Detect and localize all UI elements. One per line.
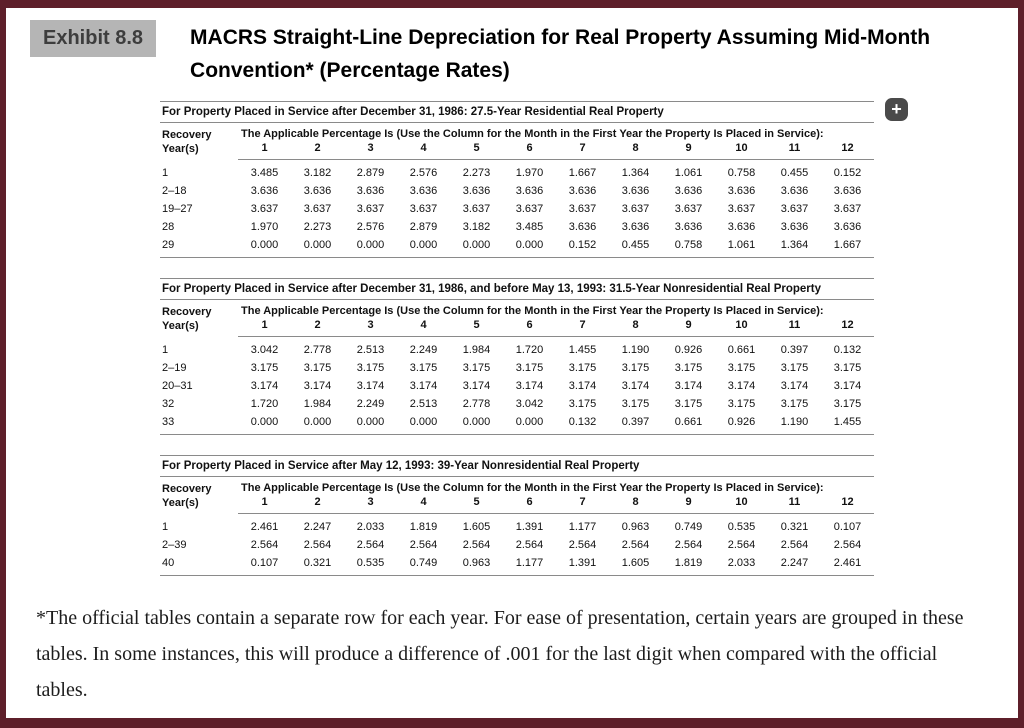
percentage-cell: 3.182 (303, 167, 332, 180)
percentage-cell: 3.636 (621, 221, 650, 234)
percentage-cell: 3.637 (621, 203, 650, 216)
percentage-cell: 3.636 (568, 221, 597, 234)
percentage-cell: 3.174 (674, 380, 703, 393)
percentage-cell: 3.174 (780, 380, 809, 393)
percentage-cell: 3.175 (674, 362, 703, 375)
percentage-cell: 2.273 (303, 221, 332, 234)
percentage-cell: 3.175 (409, 362, 438, 375)
percentage-cell: 3.174 (568, 380, 597, 393)
percentage-cell: 1.177 (503, 554, 556, 576)
percentage-cell: 0.535 (727, 521, 756, 534)
percentage-cell: 3.182 (462, 221, 491, 234)
percentage-cell: 2.564 (780, 539, 809, 552)
month-column-header: 12 (821, 494, 874, 514)
percentage-cell: 3.175 (515, 362, 544, 375)
percentage-cell: 0.926 (674, 344, 703, 357)
percentage-cell: 2.249 (409, 344, 438, 357)
month-column-header: 4 (397, 140, 450, 160)
recovery-year-cell: 20–31 (162, 380, 193, 393)
table-grid (160, 477, 874, 576)
percentage-cell: 2.576 (356, 221, 385, 234)
percentage-cell: 2.879 (356, 167, 385, 180)
percentage-cell: 3.636 (409, 185, 438, 198)
applicable-percentage-header: The Applicable Percentage Is (Use the Column for the Month in the First Year the Property Is Placed in Service): (241, 305, 824, 318)
percentage-cell: 3.637 (303, 203, 332, 216)
percentage-cell: 0.758 (727, 167, 756, 180)
percentage-cell: 0.758 (662, 236, 715, 258)
month-column-header: 9 (662, 317, 715, 337)
percentage-cell: 1.455 (821, 413, 874, 435)
recovery-year-cell: 1 (162, 343, 169, 356)
recovery-year-cell: 1 (162, 520, 169, 533)
percentage-cell: 3.636 (515, 185, 544, 198)
percentage-cell: 0.000 (450, 236, 503, 258)
percentage-cell: 0.132 (556, 413, 609, 435)
percentage-cell: 0.000 (397, 236, 450, 258)
percentage-cell: 3.175 (780, 398, 809, 411)
percentage-cell: 2.461 (821, 554, 874, 576)
percentage-cell: 1.819 (662, 554, 715, 576)
table-grid (160, 123, 874, 258)
percentage-cell: 0.107 (238, 554, 291, 576)
page-frame (6, 8, 1018, 718)
month-column-header: 5 (450, 494, 503, 514)
table-row (160, 160, 874, 183)
percentage-cell: 3.636 (833, 185, 862, 198)
percentage-cell: 3.637 (674, 203, 703, 216)
percentage-cell: 3.636 (780, 185, 809, 198)
month-column-header: 3 (344, 140, 397, 160)
percentage-cell: 3.637 (250, 203, 279, 216)
percentage-cell: 1.364 (768, 236, 821, 258)
percentage-cell: 0.000 (291, 413, 344, 435)
percentage-cell: 2.778 (462, 398, 491, 411)
percentage-cell: 0.000 (397, 413, 450, 435)
percentage-cell: 3.174 (303, 380, 332, 393)
month-column-header: 1 (238, 140, 291, 160)
percentage-cell: 1.970 (250, 221, 279, 234)
percentage-cell: 1.391 (515, 521, 544, 534)
percentage-cell: 2.564 (462, 539, 491, 552)
percentage-cell: 0.455 (609, 236, 662, 258)
percentage-cell: 0.749 (397, 554, 450, 576)
percentage-cell: 1.391 (556, 554, 609, 576)
percentage-cell: 0.535 (344, 554, 397, 576)
exhibit-label: Exhibit 8.8 (30, 20, 156, 57)
percentage-cell: 3.637 (409, 203, 438, 216)
percentage-cell: 1.605 (462, 521, 491, 534)
percentage-cell: 3.174 (621, 380, 650, 393)
percentage-cell: 0.397 (780, 344, 809, 357)
percentage-cell: 0.000 (450, 413, 503, 435)
table-row (160, 236, 874, 258)
percentage-cell: 1.667 (821, 236, 874, 258)
percentage-cell: 3.636 (356, 185, 385, 198)
percentage-cell: 3.175 (727, 362, 756, 375)
month-column-header: 8 (609, 317, 662, 337)
percentage-cell: 2.247 (768, 554, 821, 576)
percentage-cell: 3.637 (727, 203, 756, 216)
percentage-cell: 3.636 (780, 221, 809, 234)
percentage-cell: 1.720 (250, 398, 279, 411)
recovery-year-cell: 2–19 (162, 362, 187, 375)
percentage-cell: 3.174 (409, 380, 438, 393)
percentage-cell: 1.177 (568, 521, 597, 534)
month-column-header: 6 (503, 317, 556, 337)
percentage-cell: 0.397 (609, 413, 662, 435)
month-column-header: 5 (450, 317, 503, 337)
percentage-cell: 0.926 (715, 413, 768, 435)
percentage-cell: 3.175 (674, 398, 703, 411)
percentage-cell: 0.107 (833, 521, 862, 534)
month-column-header: 6 (503, 494, 556, 514)
percentage-cell: 3.175 (250, 362, 279, 375)
month-column-header: 12 (821, 317, 874, 337)
percentage-cell: 3.636 (621, 185, 650, 198)
percentage-cell: 1.061 (715, 236, 768, 258)
percentage-cell: 0.455 (780, 167, 809, 180)
percentage-cell: 3.637 (462, 203, 491, 216)
percentage-cell: 2.564 (303, 539, 332, 552)
percentage-cell: 0.321 (780, 521, 809, 534)
recovery-year-cell: 28 (162, 221, 175, 234)
percentage-cell: 3.637 (515, 203, 544, 216)
month-column-header: 1 (238, 317, 291, 337)
percentage-cell: 1.190 (768, 413, 821, 435)
percentage-cell: 0.963 (621, 521, 650, 534)
percentage-cell: 2.513 (356, 344, 385, 357)
percentage-cell: 3.174 (462, 380, 491, 393)
percentage-cell: 2.247 (303, 521, 332, 534)
month-column-header: 8 (609, 494, 662, 514)
table-row (160, 377, 874, 395)
table-row (160, 413, 874, 435)
month-column-header: 7 (556, 317, 609, 337)
table-caption: For Property Placed in Service after December 31, 1986: 27.5-Year Residential Real Property (160, 101, 874, 123)
percentage-cell: 2.033 (356, 521, 385, 534)
percentage-cell: 3.636 (462, 185, 491, 198)
percentage-cell: 2.778 (303, 344, 332, 357)
percentage-cell: 0.000 (238, 236, 291, 258)
month-column-header: 11 (768, 140, 821, 160)
recovery-year-cell: 32 (162, 398, 175, 411)
month-column-header: 12 (821, 140, 874, 160)
percentage-cell: 3.175 (568, 362, 597, 375)
percentage-cell: 3.175 (621, 362, 650, 375)
exhibit-header (6, 8, 1018, 87)
table-row (160, 182, 874, 200)
percentage-cell: 2.564 (833, 539, 862, 552)
month-column-header: 9 (662, 140, 715, 160)
percentage-cell: 3.175 (356, 362, 385, 375)
percentage-cell: 2.564 (674, 539, 703, 552)
page-title: MACRS Straight-Line Depreciation for Real Property Assuming Mid-Month Convention* (Percentage Rates) (190, 26, 931, 82)
percentage-cell: 1.605 (609, 554, 662, 576)
percentage-cell: 0.000 (503, 413, 556, 435)
month-column-header: 4 (397, 494, 450, 514)
month-column-header: 1 (238, 494, 291, 514)
recovery-year-cell: 29 (160, 236, 238, 258)
tables-container (160, 101, 874, 576)
percentage-cell: 3.485 (515, 221, 544, 234)
recovery-years-header: Recovery Year(s) (162, 483, 212, 510)
percentage-cell: 3.175 (833, 362, 862, 375)
recovery-year-cell: 2–18 (162, 185, 187, 198)
percentage-cell: 2.564 (356, 539, 385, 552)
table-grid (160, 300, 874, 435)
percentage-cell: 2.273 (462, 167, 491, 180)
percentage-cell: 3.485 (250, 167, 279, 180)
percentage-cell: 3.636 (568, 185, 597, 198)
percentage-cell: 3.174 (727, 380, 756, 393)
percentage-cell: 1.455 (568, 344, 597, 357)
month-column-header: 11 (768, 317, 821, 337)
percentage-cell: 2.249 (356, 398, 385, 411)
recovery-years-header: Recovery Year(s) (162, 306, 212, 333)
percentage-cell: 0.749 (674, 521, 703, 534)
month-column-header: 9 (662, 494, 715, 514)
percentage-cell: 2.564 (409, 539, 438, 552)
tables-area (160, 99, 902, 576)
percentage-cell: 3.636 (727, 221, 756, 234)
percentage-cell: 2.033 (715, 554, 768, 576)
percentage-cell: 3.174 (356, 380, 385, 393)
percentage-cell: 3.042 (250, 344, 279, 357)
percentage-cell: 2.461 (250, 521, 279, 534)
percentage-cell: 3.042 (515, 398, 544, 411)
depreciation-table (160, 278, 874, 435)
month-column-header: 4 (397, 317, 450, 337)
percentage-cell: 0.132 (833, 344, 862, 357)
percentage-cell: 3.174 (833, 380, 862, 393)
month-column-header: 7 (556, 494, 609, 514)
percentage-cell: 1.970 (515, 167, 544, 180)
recovery-year-cell: 1 (162, 166, 169, 179)
percentage-cell: 3.636 (833, 221, 862, 234)
percentage-cell: 1.720 (515, 344, 544, 357)
month-column-header: 10 (715, 494, 768, 514)
percentage-cell: 2.576 (409, 167, 438, 180)
percentage-cell: 2.879 (409, 221, 438, 234)
table-row (160, 536, 874, 554)
percentage-cell: 0.152 (833, 167, 862, 180)
percentage-cell: 3.175 (462, 362, 491, 375)
recovery-year-cell: 40 (160, 554, 238, 576)
month-column-header: 3 (344, 494, 397, 514)
percentage-cell: 3.636 (674, 185, 703, 198)
percentage-cell: 1.190 (621, 344, 650, 357)
percentage-cell: 1.819 (409, 521, 438, 534)
percentage-cell: 1.667 (568, 167, 597, 180)
percentage-cell: 0.000 (291, 236, 344, 258)
percentage-cell: 3.174 (250, 380, 279, 393)
percentage-cell: 2.564 (250, 539, 279, 552)
month-column-header: 5 (450, 140, 503, 160)
percentage-cell: 3.175 (568, 398, 597, 411)
month-column-header: 8 (609, 140, 662, 160)
applicable-percentage-header: The Applicable Percentage Is (Use the Column for the Month in the First Year the Property Is Placed in Service): (241, 482, 824, 495)
applicable-percentage-header: The Applicable Percentage Is (Use the Column for the Month in the First Year the Property Is Placed in Service): (241, 128, 824, 141)
percentage-cell: 3.175 (833, 398, 862, 411)
table-row (160, 395, 874, 413)
table-row (160, 200, 874, 218)
percentage-cell: 0.963 (450, 554, 503, 576)
month-column-header: 11 (768, 494, 821, 514)
percentage-cell: 3.637 (356, 203, 385, 216)
percentage-cell: 0.000 (344, 413, 397, 435)
month-column-header: 6 (503, 140, 556, 160)
depreciation-table (160, 101, 874, 258)
percentage-cell: 2.564 (568, 539, 597, 552)
percentage-cell: 0.661 (727, 344, 756, 357)
percentage-cell: 2.564 (621, 539, 650, 552)
percentage-cell: 0.000 (344, 236, 397, 258)
percentage-cell: 3.175 (303, 362, 332, 375)
expand-button[interactable]: + (885, 98, 908, 121)
month-column-header: 10 (715, 317, 768, 337)
recovery-year-cell: 33 (160, 413, 238, 435)
percentage-cell: 3.637 (568, 203, 597, 216)
percentage-cell: 1.364 (621, 167, 650, 180)
percentage-cell: 0.000 (238, 413, 291, 435)
month-column-header: 7 (556, 140, 609, 160)
percentage-cell: 0.152 (556, 236, 609, 258)
table-caption: For Property Placed in Service after May 12, 1993: 39-Year Nonresidential Real Property (160, 455, 874, 477)
recovery-years-header: Recovery Year(s) (162, 129, 212, 156)
percentage-cell: 3.636 (727, 185, 756, 198)
month-column-header: 3 (344, 317, 397, 337)
percentage-cell: 2.564 (727, 539, 756, 552)
percentage-cell: 3.637 (780, 203, 809, 216)
recovery-year-cell: 2–39 (162, 539, 187, 552)
month-column-header: 2 (291, 140, 344, 160)
percentage-cell: 3.637 (833, 203, 862, 216)
percentage-cell: 3.636 (250, 185, 279, 198)
percentage-cell: 3.636 (674, 221, 703, 234)
percentage-cell: 0.661 (662, 413, 715, 435)
percentage-cell: 2.513 (409, 398, 438, 411)
table-row (160, 337, 874, 360)
table-row (160, 218, 874, 236)
percentage-cell: 3.175 (780, 362, 809, 375)
table-row (160, 554, 874, 576)
percentage-cell: 3.175 (727, 398, 756, 411)
percentage-cell: 0.000 (503, 236, 556, 258)
table-row (160, 359, 874, 377)
percentage-cell: 2.564 (515, 539, 544, 552)
percentage-cell: 0.321 (291, 554, 344, 576)
footnote: *The official tables contain a separate row for each year. For ease of presentation, certain years are grouped in these tables. In some instances, this will produce a difference of .001 for the last digit when compared with the official tables. (36, 607, 964, 702)
percentage-cell: 1.061 (674, 167, 703, 180)
month-column-header: 10 (715, 140, 768, 160)
month-column-header: 2 (291, 317, 344, 337)
percentage-cell: 1.984 (303, 398, 332, 411)
percentage-cell: 3.175 (621, 398, 650, 411)
table-row (160, 514, 874, 537)
percentage-cell: 3.174 (515, 380, 544, 393)
depreciation-table (160, 455, 874, 576)
table-caption: For Property Placed in Service after December 31, 1986, and before May 13, 1993: 31.5-Year Nonresidential Real Property (160, 278, 874, 300)
percentage-cell: 1.984 (462, 344, 491, 357)
percentage-cell: 3.636 (303, 185, 332, 198)
month-column-header: 2 (291, 494, 344, 514)
recovery-year-cell: 19–27 (162, 203, 193, 216)
